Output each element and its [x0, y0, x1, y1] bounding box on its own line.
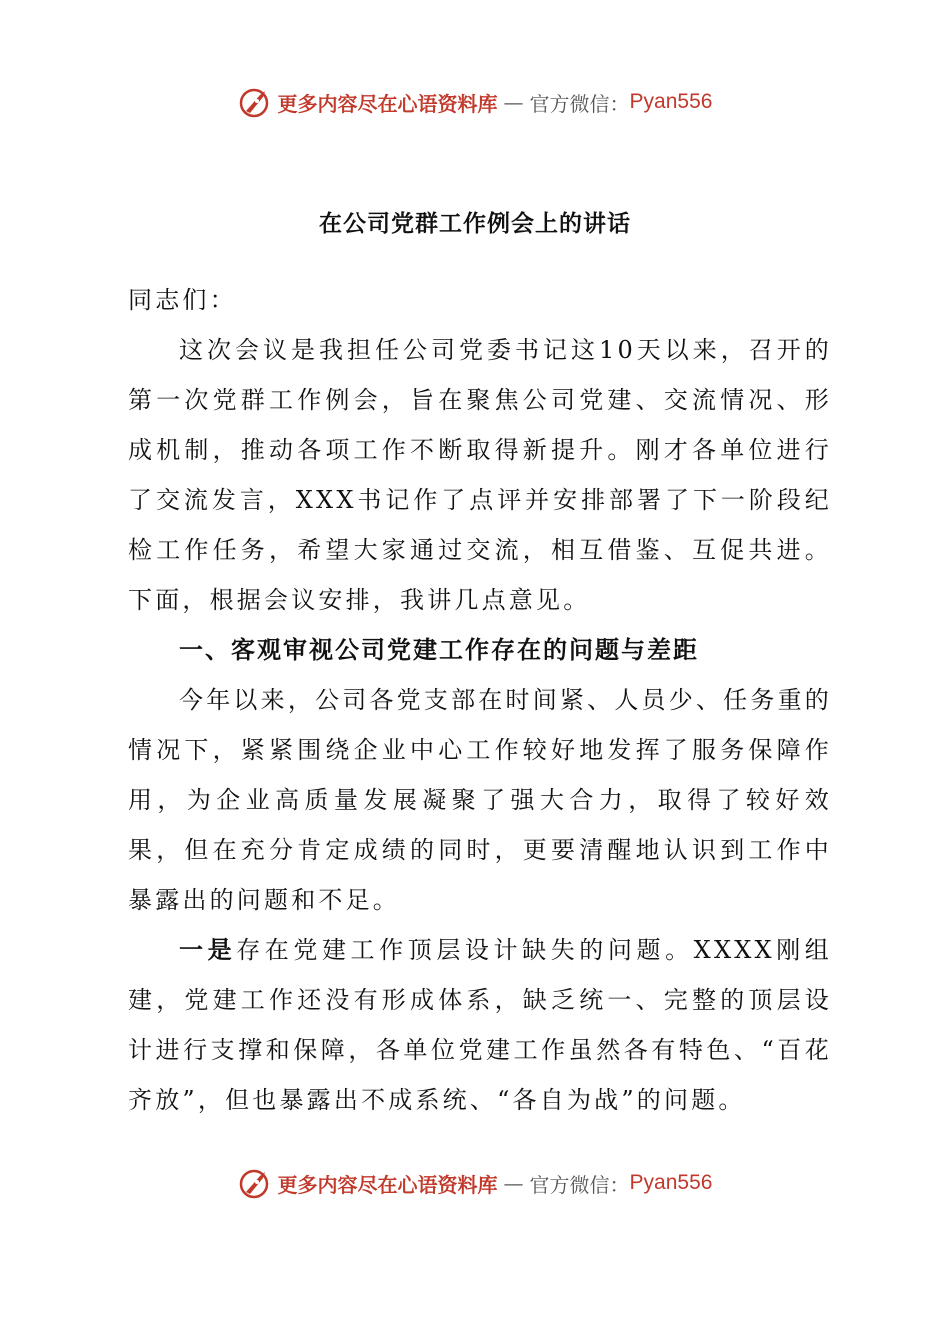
point-1-text: 存在党建工作顶层设计缺失的问题。XXXX刚组建，党建工作还没有形成体系，缺乏统一、完整的顶层设计进行支撑和保障，各单位党建工作虽然各有特色、“百花齐放”，但也暴露出不成系统、“各自为战”的问题。 — [128, 936, 832, 1114]
pen-nib-logo-icon — [238, 85, 272, 119]
document-body — [128, 275, 832, 1125]
point-1-lead: 一是 — [179, 935, 237, 964]
section-1-paragraph: 今年以来，公司各党支部在时间紧、人员少、任务重的情况下，紧紧围绕企业中心工作较好地发挥了服务保障作用，为企业高质量发展凝聚了强大合力，取得了较好效果，但在充分肯定成绩的同时，更要清醒地认识到工作中暴露出的问题和不足。 — [128, 686, 832, 914]
banner-wechat-label: 官方微信： — [529, 1172, 630, 1197]
section-1-heading: 一、客观审视公司党建工作存在的问题与差距 — [179, 635, 699, 664]
document-title: 在公司党群工作例会上的讲话 — [319, 210, 631, 237]
point-1-paragraph — [128, 925, 832, 1125]
banner-wechat-label: 官方微信： — [529, 91, 630, 116]
salutation: 同志们： — [128, 286, 237, 314]
banner-text: 更多内容尽在心语资料库 — [277, 1172, 498, 1197]
pen-nib-logo-icon — [238, 1166, 272, 1200]
banner-dash: — — [503, 1171, 524, 1195]
intro-paragraph: 这次会议是我担任公司党委书记这10天以来，召开的第一次党群工作例会，旨在聚焦公司党建、交流情况、形成机制，推动各项工作不断取得新提升。刚才各单位进行了交流发言，XXX书记作了点评并安排部署了下一阶段纪检工作任务，希望大家通过交流，相互借鉴、互促共进。下面，根据会议安排，我讲几点意见。 — [128, 336, 832, 614]
banner-wechat-id: Pyan556 — [629, 1171, 713, 1194]
header-banner — [0, 82, 950, 122]
banner-wechat-id: Pyan556 — [629, 90, 713, 113]
banner-text: 更多内容尽在心语资料库 — [277, 91, 498, 116]
footer-banner — [0, 1163, 950, 1203]
banner-dash: — — [503, 90, 524, 114]
